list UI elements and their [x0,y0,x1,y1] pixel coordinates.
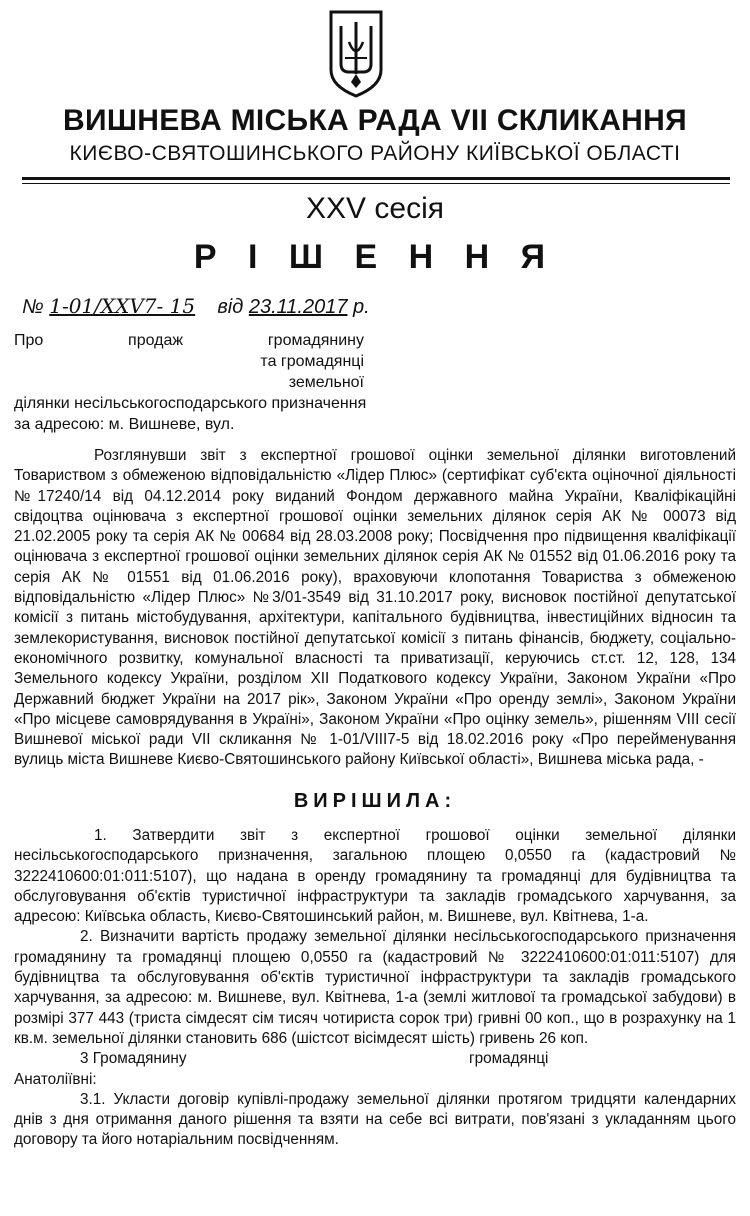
subject-line-5: за адресою: м. Вишневе, вул. [14,416,235,433]
header-rule-thin [22,183,730,184]
decision-date: 23.11.2017 [248,296,348,318]
preamble-section [14,446,736,771]
trident-emblem-icon [327,8,385,98]
item-3-left: 3 Громадянину [80,1050,187,1068]
district-subtitle: КИЄВО-СВЯТОШИНСЬКОГО РАЙОНУ КИЇВСЬКОЇ ОБЛАСТІ [69,142,681,165]
subject-line-3: земельної [288,374,364,391]
decision-title: Р І Ш Е Н Н Я [193,238,557,276]
subject-line-2: та громадянці [260,353,364,370]
resolved-heading: ВИРІШИЛА: [293,790,457,812]
council-title: ВИШНЕВА МІСЬКА РАДА VII СКЛИКАННЯ [63,104,687,137]
preamble-paragraph: Розглянувши звіт з експертної грошової оцінки земельної ділянки виготовлений Товариством з обмеженою відповідальністю «Лідер Плюс» (сертифікат суб'єкта оціночної діяльності №17240/14 від 04.12.2014 року виданий Фондом державного майна України, Кваліфікаційні свідоцтва оцінювача з експертної грошової оцінки земельних ділянок серія АК № 00073 від 21.02.2005 року та серія АК № 00684 від 28.03.2008 року; Посвідчення про підвищення кваліфікації оцінювача з експертної грошової оцінки земельних ділянок серія АК № 01552 від 01.06.2016 року та серія АК № 01551 від 01.06.2016 року), враховуючи клопотання Товариства з обмеженою відповідальністю «Лідер Плюс» №3/01-3549 від 31.10.2017 року, висновок постійної депутатської комісії з питань містобудування, архітектури, капітального будівництва, інвестиційних відносин та землекористування, висновок постійної депутатської комісії з питань фінансів, бюджету, соціально-економічного розвитку, комунальної власності та приватизації, керуючись ст.ст. 12, 128, 134 Земельного кодексу України, розділом ХІІ Податкового кодексу України, Законом України «Про Державний бюджет України на 2017 рік», Законом України «Про оренду землі», Законом України «Про місцеве самоврядування в Україні», Законом України «Про оцінку земель», рішенням VIII сесії Вишневої міської ради VII скликання № 1-01/VIII7-5 від 18.02.2016 року «Про перейменування вулиць міста Вишневе Києво-Святошинського району Київської області», Вишнева міська рада, - [14,447,736,769]
decision-number-line [22,294,370,319]
date-suffix: р. [353,296,370,318]
date-from-label: від [217,296,244,318]
decision-items [14,826,736,1151]
subject-line-1: Про продаж громадянину [14,332,364,349]
session-label: XXV сесія [306,192,444,225]
decision-subject [14,330,367,435]
item-3-continuation: Анатоліївні: [14,1070,97,1088]
item-1: 1. Затвердити звіт з експертної грошової оцінки земельної ділянки несільськогосподарського призначення, загальною площею 0,0550 га (кадастровий № 3222410600:01:011:5107), що надана в оренду громадянину та громадянці для будівництва та обслуговування об'єктів туристичної інфраструктури та закладів громадського харчування, за адресою: Київська область, Києво-Святошинський район, м. Вишневе, вул. Квітнева, 1-а. [14,827,736,926]
decision-number: 1-01/XXV7- 15 [49,294,196,318]
item-3 [14,1049,736,1069]
item-2: 2. Визначити вартість продажу земельної ділянки несільськогосподарського призначення громадянину та громадянці площею 0,0550 га (кадастровий № 3222410600:01:011:5107) для будівництва та обслуговування об'єктів туристичної інфраструктури та закладів громадського харчування, за адресою: м. Вишневе, вул. Квітнева, 1-а (землі житлової та громадської забудови) в розмірі 377 443 (триста сімдесят сім тисяч чотириста сорок три) гривні 00 коп., що в розрахунку на 1 кв.м. земельної ділянки становить 686 (шістсот вісімдесят шість) гривень 26 коп. [14,928,736,1047]
header-rule-thick [22,177,730,180]
number-prefix: № [22,296,50,318]
subject-line-4: ділянки несільськогосподарського призначення [14,395,367,412]
item-3-right: громадянці [469,1050,549,1068]
item-3-1: 3.1. Укласти договір купівлі-продажу земельної ділянки протягом тридцяти календарних днів з дня отримання даного рішення та взяти на себе всі витрати, пов'язані з укладанням цього договору та його нотаріальним посвідченням. [14,1090,736,1149]
